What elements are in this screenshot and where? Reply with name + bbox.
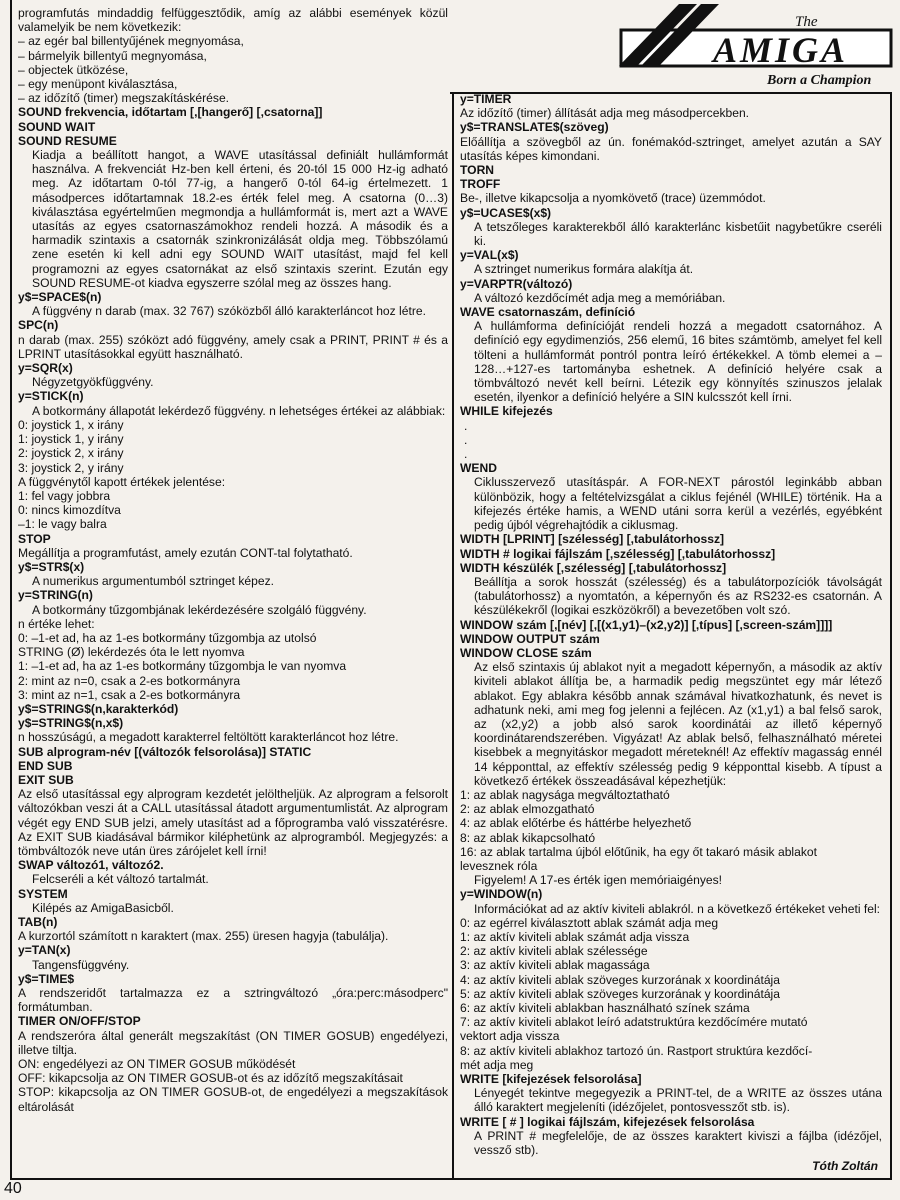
keyword-heading: y$=STR$(x) xyxy=(18,559,85,574)
text-line: –1: le vagy balra xyxy=(18,517,107,532)
keyword-heading: TAB(n) xyxy=(18,915,58,929)
keyword-heading: y=VAL(x$) xyxy=(460,248,519,263)
text-line: ON: engedélyezi az ON TIMER GOSUB működését xyxy=(18,1057,296,1072)
frame-bottom-rule xyxy=(10,1178,892,1180)
logo-the-text: The xyxy=(795,14,818,30)
indented-paragraph: A botkormány tűzgombjának lekérdezésére szolgáló függvény. xyxy=(32,602,367,617)
frame-center-rule xyxy=(452,92,454,1180)
keyword-heading: y$=STRING$(n,karakterkód) xyxy=(18,701,179,716)
text-line: 0: az egérrel kiválasztott ablak számát adja meg xyxy=(460,915,719,930)
author-signature: Tóth Zoltán xyxy=(812,1159,878,1174)
keyword-heading: WINDOW OUTPUT szám xyxy=(460,631,600,646)
keyword-heading: WINDOW szám [,[név] [,[(x1,y1)–(x2,y2)] [,típus] [,screen-szám]]]] xyxy=(460,617,833,632)
indented-paragraph: A tetszőleges karakterekből álló karakterlánc kisbetűit nagybetűkre cseréli ki. xyxy=(474,219,882,249)
text-line: 4: az ablak előtérbe és háttérbe helyezhető xyxy=(460,816,692,831)
text-line: 1: fel vagy jobbra xyxy=(18,488,111,503)
indented-paragraph: Kiadja a beállított hangot, a WAVE utasítással definiált hullámformát használva. A frekvenciát Hz-ben kell érteni, és 20-tól 15 000 Hz-ig adható meg. Az időtartam 0-tól 77-ig, a hangerő 0-tól 64-ig értelmezett. 1 másodperces időtartamnak 18.2-es érték felel meg. A csatorna (0…3) kiválasztása egyértelműen megmondja a hullámformát is, mert azt a WAVE utasítás az egyes csatornaszámokhoz rendeli hozzá. A második és a harmadik szintaxis a csatornák szinkronizálását oldja meg. Többszólamú zene esetén ki kell adni egy SOUND WAIT utasítást, majd fel kell programozni az egyes csatornákat az első szintaxis szerint. Ezután egy SOUND RESUME-ot kiadva egyszerre szólal meg az összes hang. xyxy=(32,148,448,290)
text-line: n értéke lehet: xyxy=(18,616,95,631)
text-line: mét adja meg xyxy=(460,1057,534,1072)
text-line: 4: az aktív kiviteli ablak szöveges kurzorának x koordinátája xyxy=(460,972,780,987)
text-line: – objectek ütközése, xyxy=(18,62,129,77)
text-line: 5: az aktív kiviteli ablak szöveges kurzorának y koordinátája xyxy=(460,986,780,1001)
text-line: OFF: kikapcsolja az ON TIMER GOSUB-ot és az időzítő megszakításait xyxy=(18,1071,403,1086)
paragraph: STOP: kikapcsolja az ON TIMER GOSUB-ot, de engedélyezi a megszakítások eltárolását xyxy=(18,1085,448,1114)
text-line: 3: az aktív kiviteli ablak magassága xyxy=(460,958,650,973)
logo-amiga-text: AMIGA xyxy=(713,30,849,70)
text-line: 1: az ablak nagysága megváltoztatható xyxy=(460,787,670,802)
paragraph: A rendszeridőt tartalmazza ez a sztringváltozó „óra:perc:másodperc" formátumban. xyxy=(18,986,448,1015)
paragraph: A rendszeróra által generált megszakítást (ON TIMER GOSUB) engedélyezi, illetve tiltja. xyxy=(18,1028,448,1057)
paragraph: Az első utasítással egy alprogram kezdetét jelöltheljük. Az alprogram a felsorolt változókban veszi át a CALL utasítással átadott argumentumlistát. Az alprogram végét egy END SUB jelzi, amely utasítást ad a főprogramba való visszatérésre. Az EXIT SUB kiadásával bármikor kiléphetünk az alprogramból. Megjegyzés: a tömbváltozók neve után üres zárójelet kell írni! xyxy=(18,787,448,858)
text-line: 3: mint az n=1, csak a 2-es botkormányra xyxy=(18,687,241,702)
keyword-heading: SWAP változó1, változó2. xyxy=(18,858,164,873)
text-line: vektort adja vissza xyxy=(460,1029,560,1044)
keyword-heading: y=STICK(n) xyxy=(18,389,84,404)
keyword-heading: WINDOW CLOSE szám xyxy=(460,645,592,660)
keyword-heading: y=SQR(x) xyxy=(18,361,73,376)
page-number: 40 xyxy=(4,1180,22,1197)
amiga-logo-graphic xyxy=(617,2,893,90)
text-line: 6: az aktív kiviteli ablakban használható színek száma xyxy=(460,1001,750,1015)
indented-paragraph: Tangensfüggvény. xyxy=(32,957,130,972)
keyword-heading: WIDTH készülék [,szélesség] [,tabulátorhossz] xyxy=(460,560,727,575)
text-line: A függvénytől kapott értékek jelentése: xyxy=(18,474,226,489)
keyword-heading: WIDTH [LPRINT] [szélesség] [,tabulátorhossz] xyxy=(460,532,725,547)
keyword-heading: STOP xyxy=(18,531,51,546)
indented-paragraph: Információkat ad az aktív kiviteli ablakról. n a következő értékeket veheti fel: xyxy=(474,901,881,916)
text-line: 2: az aktív kiviteli ablak szélessége xyxy=(460,944,648,959)
paragraph: A kurzortól számított n karaktert (max. 255) üresen hagyja (tabulálja). xyxy=(18,929,389,944)
text-line: 0: –1-et ad, ha az 1-es botkormány tűzgombja az utolsó xyxy=(18,630,317,645)
keyword-heading: y=TIMER xyxy=(460,92,512,106)
keyword-heading: WIDTH # logikai fájlszám [,szélesség] [,tabulátorhossz] xyxy=(460,546,776,561)
paragraph: Előállítja a szövegből az ún. fonémakód-sztringet, amelyet azután a SAY utasítás képes kimondani. xyxy=(460,134,882,163)
indented-paragraph: Négyzetgyökfüggvény. xyxy=(32,375,154,390)
text-line: 1: –1-et ad, ha az 1-es botkormány tűzgombja le van nyomva xyxy=(18,659,347,674)
keyword-heading: EXIT SUB xyxy=(18,772,74,787)
keyword-heading: y=TAN(x) xyxy=(18,943,71,958)
indented-paragraph: Ciklusszervező utasításpár. A FOR-NEXT párostól leginkább abban különbözik, hogy a feltételvizsgálat a ciklus fejénél (WHILE) történik. Ha a kifejezés értéke hamis, a WEND utáni sorra kerül a vezérlés, egyébként pedig újból végrehajtódik a ciklusmag. xyxy=(474,475,882,533)
frame-right-rule xyxy=(890,92,892,1180)
text-line: – egy menüpont kiválasztása, xyxy=(18,77,178,92)
text-line: 16: az ablak tartalma újból előtűnik, ha egy őt takaró másik ablakot xyxy=(460,844,817,859)
keyword-heading: SOUND RESUME xyxy=(18,133,117,148)
paragraph: Be-, illetve kikapcsolja a nyomkövető (trace) üzemmódot. xyxy=(460,191,766,206)
keyword-heading: y$=TIME$ xyxy=(18,971,75,986)
amiga-logo xyxy=(617,2,893,90)
indented-paragraph: Beállítja a sorok hosszát (szélesség) és a tabulátorpozíciók távolságát (tabulátorhossz) a nyomtatón, a képernyőn és az RS232-es csatornán. A készülékekről (logikai eszközökről) a bevezetőben volt szó. xyxy=(474,574,882,618)
text-line: 1: az aktív kiviteli ablak számát adja vissza xyxy=(460,929,690,944)
text-line: 0: joystick 1, x irány xyxy=(18,417,124,432)
text-line: levesznek róla xyxy=(460,858,538,873)
indented-paragraph: A numerikus argumentumból sztringet képez. xyxy=(32,574,274,589)
frame-left-rule xyxy=(10,0,12,1180)
paragraph: Megállítja a programfutást, amely ezután CONT-tal folytatható. xyxy=(18,545,353,560)
keyword-heading: y$=UCASE$(x$) xyxy=(460,205,552,220)
keyword-heading: SPC(n) xyxy=(18,318,59,333)
text-line: 7: az aktív kiviteli ablakot leíró adatstruktúra kezdőcímére mutató xyxy=(460,1015,808,1030)
keyword-heading: y=VARPTR(változó) xyxy=(460,276,573,291)
keyword-heading: WRITE [ # ] logikai fájlszám, kifejezések felsorolása xyxy=(460,1114,755,1129)
ellipsis-dot: . xyxy=(464,418,470,433)
logo-tagline: Born a Champion xyxy=(767,73,872,88)
text-line: – az időzítő (timer) megszakításkérése. xyxy=(18,91,230,106)
keyword-heading: y$=TRANSLATE$(szöveg) xyxy=(460,120,609,135)
keyword-heading: SUB alprogram-név [(változók felsorolása)] STATIC xyxy=(18,744,312,759)
text-line: 3: joystick 2, y irány xyxy=(18,460,124,475)
keyword-heading: WRITE [kifejezések felsorolása] xyxy=(460,1072,642,1087)
keyword-heading: TROFF xyxy=(460,177,501,192)
indented-paragraph: Lényegét tekintve megegyezik a PRINT-tel, de a WRITE az összes utána álló karaktert megjeleníti (idézőjelet, pontosvesszőt stb. is). xyxy=(474,1086,882,1115)
ellipsis-dot: . xyxy=(464,447,470,462)
indented-paragraph: A sztringet numerikus formára alakítja át. xyxy=(474,262,694,277)
text-line: – bármelyik billentyű megnyomása, xyxy=(18,48,207,63)
keyword-heading: y=WINDOW(n) xyxy=(460,887,543,902)
indented-paragraph: A változó kezdőcímét adja meg a memóriában. xyxy=(474,290,726,305)
keyword-heading: y=STRING(n) xyxy=(18,588,93,603)
text-line: STRING (Ø) lekérdezés óta le lett nyomva xyxy=(18,645,245,660)
keyword-heading: WHILE kifejezés xyxy=(460,404,553,419)
indented-paragraph: Kilépés az AmigaBasicből. xyxy=(32,900,174,915)
paragraph: programfutás mindaddig felfüggesztődik, amíg az alábbi események közül valamelyik be nem következik: xyxy=(18,6,448,35)
paragraph: n hosszúságú, a megadott karakterrel feltöltött karakterláncot hoz létre. xyxy=(18,730,399,745)
indented-paragraph: Figyelem! A 17-es érték igen memóriaigényes! xyxy=(474,873,723,888)
indented-paragraph: A botkormány állapotát lekérdező függvény. n lehetséges értékei az alábbiak: xyxy=(32,403,446,418)
ellipsis-dot: . xyxy=(464,432,470,447)
indented-paragraph: Az első szintaxis új ablakot nyit a megadott képernyőn, a második az aktív kiviteli ablakot állítja be, a harmadik pedig megszüntet egy már létező ablakot. Egy ablakra később annak számával hivatkozhatunk, és nevet is adhatunk neki, ami meg fog jelenni a fejlécen. Az (x1,y1) a bal felső sarok, az (x2,y2) a jobb alsó sarok koordinátái az illető képernyő koordinátarendszerében. Vigyázat! Az ablak belső, felhasználható méretei kisebbek a megnyitáskor megadott méreteknél! Az effektív magasság ennél 14 képponttal, az effektív szélesség pedig 9 képponttal kisebb. A típust a következő értékek összeadásával képezhetjük: xyxy=(474,660,882,788)
keyword-heading: y$=STRING$(n,x$) xyxy=(18,716,124,731)
right-column xyxy=(460,92,882,1173)
text-line: – az egér bal billentyűjének megnyomása, xyxy=(18,34,244,49)
text-line: 2: az ablak elmozgatható xyxy=(460,802,595,817)
text-line: 8: az ablak kikapcsolható xyxy=(460,830,596,845)
keyword-heading: y$=SPACE$(n) xyxy=(18,290,102,305)
keyword-heading: WAVE csatornaszám, definíció xyxy=(460,305,636,320)
keyword-heading: SOUND frekvencia, időtartam [,[hangerő] [,csatorna]] xyxy=(18,105,323,120)
text-line: 8: az aktív kiviteli ablakhoz tartozó ún. Rastport struktúra kezdőcí- xyxy=(460,1043,813,1058)
text-line: 2: mint az n=0, csak a 2-es botkormányra xyxy=(18,673,241,688)
keyword-heading: END SUB xyxy=(18,758,73,773)
paragraph: n darab (max. 255) szóközt adó függvény, amely csak a PRINT, PRINT # és a LPRINT utasításokkal együtt használható. xyxy=(18,332,448,361)
keyword-heading: TIMER ON/OFF/STOP xyxy=(18,1014,141,1029)
indented-paragraph: A hullámforma definícióját rendeli hozzá a megadott csatornához. A definíció egy egydimenziós, 256 elemű, 16 bites számtömb, amelyet fel kell tölteni a hullámformát pontról pontra leíró értékekkel. A tömb elemei a –128…+127-es tartományba eshetnek. A definíció helyére csak a tömbváltozó nevét kell beírni. Létezik egy könnyítés szinuszos jelalak esetén, ilyenkor a definíció helyére a SIN kulcsszót kell írni. xyxy=(474,319,882,405)
text-line: 2: joystick 2, x irány xyxy=(18,446,124,461)
keyword-heading: SOUND WAIT xyxy=(18,119,96,134)
text-line: 1: joystick 1, y irány xyxy=(18,432,124,447)
indented-paragraph: A PRINT # megfelelője, de az összes karaktert kiviszi a fájlba (idézőjel, vessző stb). xyxy=(474,1128,882,1158)
keyword-heading: WEND xyxy=(460,461,497,476)
text-line: 0: nincs kimozdítva xyxy=(18,503,121,518)
indented-paragraph: Felcseréli a két változó tartalmát. xyxy=(32,872,209,887)
left-column xyxy=(18,6,448,1114)
keyword-heading: SYSTEM xyxy=(18,886,68,901)
keyword-heading: TORN xyxy=(460,163,495,178)
paragraph: Az időzítő (timer) állítását adja meg másodpercekben. xyxy=(460,106,750,121)
indented-paragraph: A függvény n darab (max. 32 767) szóközből álló karakterláncot hoz létre. xyxy=(32,304,426,319)
